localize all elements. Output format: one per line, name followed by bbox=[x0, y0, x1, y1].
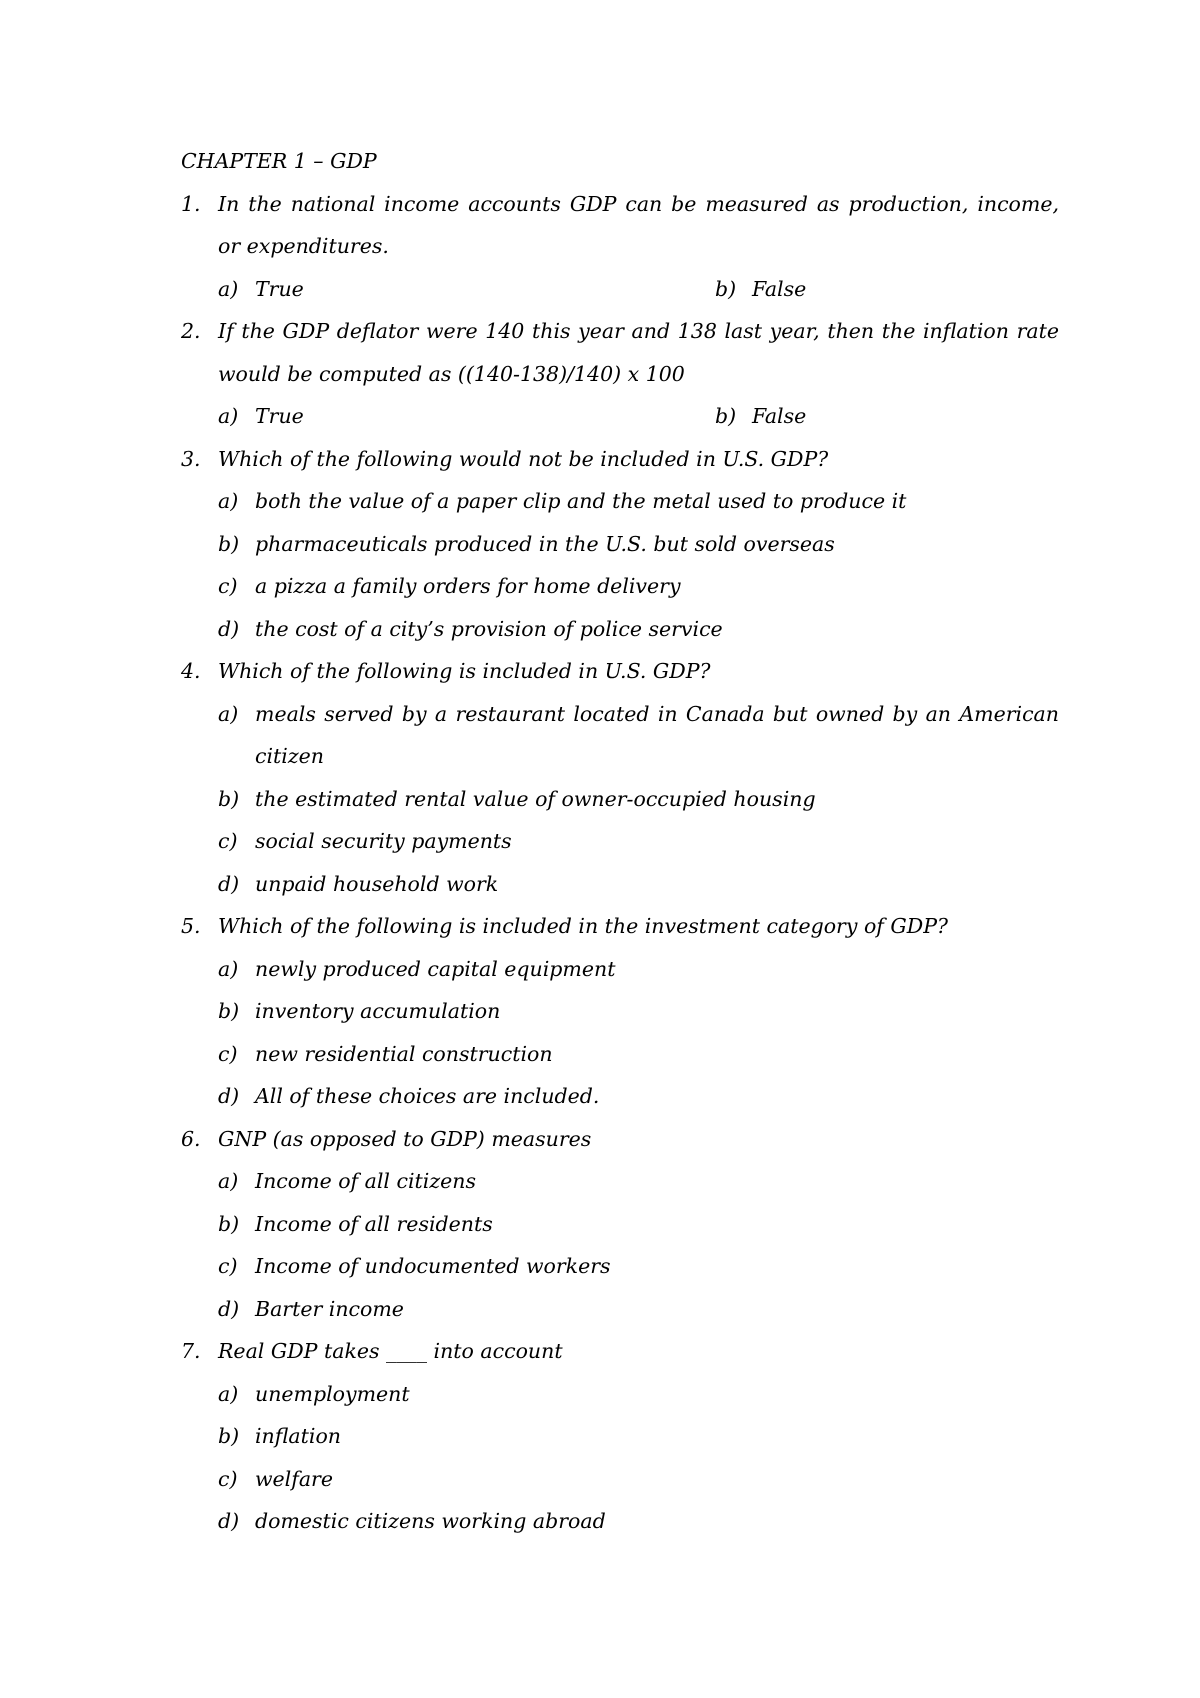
option-text: meals served by a restaurant located in Canada but owned by an American citizen bbox=[255, 701, 1059, 768]
option-list bbox=[218, 1160, 1059, 1330]
option-b bbox=[218, 990, 1059, 1033]
option-d bbox=[218, 863, 1059, 906]
question-number: 7. bbox=[181, 1339, 201, 1363]
option-text: Income of all residents bbox=[255, 1211, 493, 1236]
option-text: unpaid household work bbox=[255, 871, 499, 896]
question-6 bbox=[181, 1118, 1059, 1331]
option-text: social security payments bbox=[255, 829, 512, 853]
option-letter: b) bbox=[218, 786, 240, 811]
option-d bbox=[218, 1075, 1059, 1118]
option-a bbox=[218, 1373, 1059, 1416]
option-text: domestic citizens working abroad bbox=[255, 1509, 606, 1533]
option-letter: a) bbox=[218, 404, 239, 428]
option-list bbox=[218, 1373, 1059, 1543]
option-letter: d) bbox=[218, 1084, 240, 1108]
option-b bbox=[715, 395, 806, 438]
option-b bbox=[218, 1415, 1059, 1458]
option-a bbox=[218, 395, 715, 438]
option-letter: b) bbox=[218, 531, 240, 556]
option-d bbox=[218, 608, 1059, 651]
question-5 bbox=[181, 905, 1059, 1118]
question-3 bbox=[181, 438, 1059, 651]
option-text: Barter income bbox=[255, 1296, 404, 1321]
option-b bbox=[218, 523, 1059, 566]
question-number: 1. bbox=[181, 191, 201, 216]
option-b bbox=[218, 778, 1059, 821]
option-letter: c) bbox=[218, 574, 238, 598]
option-text: True bbox=[255, 276, 304, 301]
option-letter: a) bbox=[218, 489, 239, 513]
question-text: Which of the following is included in the investment category of GDP? bbox=[218, 914, 948, 938]
option-list bbox=[218, 480, 1059, 650]
option-letter: a) bbox=[218, 701, 239, 726]
option-text: unemployment bbox=[255, 1381, 410, 1406]
option-text: new residential construction bbox=[255, 1041, 553, 1066]
question-text: GNP (as opposed to GDP) measures bbox=[218, 1126, 592, 1151]
option-text: newly produced capital equipment bbox=[255, 956, 616, 981]
option-text: both the value of a paper clip and the metal used to produce it bbox=[255, 489, 907, 513]
option-letter: a) bbox=[218, 276, 239, 301]
option-text: pharmaceuticals produced in the U.S. but sold overseas bbox=[255, 531, 835, 556]
option-text: welfare bbox=[255, 1466, 333, 1491]
option-c bbox=[218, 565, 1059, 608]
question-4 bbox=[181, 650, 1059, 905]
option-letter: a) bbox=[218, 1381, 239, 1406]
question-1 bbox=[181, 183, 1059, 311]
option-b bbox=[218, 1203, 1059, 1246]
option-c bbox=[218, 1033, 1059, 1076]
question-text: Real GDP takes ____ into account bbox=[218, 1339, 563, 1363]
option-letter: a) bbox=[218, 956, 239, 981]
question-number: 6. bbox=[181, 1126, 201, 1151]
option-letter: c) bbox=[218, 829, 238, 853]
option-text: True bbox=[255, 404, 304, 428]
option-a bbox=[218, 268, 715, 311]
option-letter: c) bbox=[218, 1041, 238, 1066]
option-text: False bbox=[752, 276, 807, 301]
option-c bbox=[218, 1245, 1059, 1288]
question-text: If the GDP deflator were 140 this year and 138 last year, then the inflation rate would be computed as ((140-138)/140) x 100 bbox=[218, 319, 1059, 386]
option-letter: b) bbox=[715, 276, 737, 301]
option-d bbox=[218, 1288, 1059, 1331]
question-text: Which of the following is included in U.S. GDP? bbox=[218, 659, 711, 683]
option-a bbox=[218, 948, 1059, 991]
option-letter: a) bbox=[218, 1169, 239, 1193]
option-text: the estimated rental value of owner-occupied housing bbox=[255, 786, 816, 811]
option-letter: d) bbox=[218, 1296, 240, 1321]
option-text: All of these choices are included. bbox=[255, 1084, 600, 1108]
option-text: False bbox=[752, 404, 807, 428]
option-letter: b) bbox=[218, 999, 240, 1023]
option-text: inflation bbox=[255, 1424, 341, 1448]
question-number: 2. bbox=[181, 319, 201, 343]
option-letter: b) bbox=[218, 1424, 240, 1448]
question-text: Which of the following would not be included in U.S. GDP? bbox=[218, 446, 829, 471]
option-letter: b) bbox=[715, 404, 737, 428]
option-a bbox=[218, 693, 1059, 778]
option-text: Income of undocumented workers bbox=[255, 1254, 611, 1278]
option-list bbox=[218, 948, 1059, 1118]
option-c bbox=[218, 820, 1059, 863]
option-c bbox=[218, 1458, 1059, 1501]
option-list bbox=[218, 395, 1059, 438]
question-number: 4. bbox=[181, 659, 201, 683]
option-b bbox=[715, 268, 806, 311]
question-2 bbox=[181, 310, 1059, 438]
option-letter: b) bbox=[218, 1211, 240, 1236]
option-a bbox=[218, 480, 1059, 523]
option-list bbox=[218, 693, 1059, 906]
question-text: In the national income accounts GDP can be measured as production, income, or expenditures. bbox=[218, 191, 1059, 258]
option-letter: d) bbox=[218, 616, 240, 641]
option-text: a pizza a family orders for home delivery bbox=[255, 574, 681, 598]
question-number: 5. bbox=[181, 914, 201, 938]
option-letter: c) bbox=[218, 1254, 238, 1278]
question-7 bbox=[181, 1330, 1059, 1543]
option-text: inventory accumulation bbox=[255, 999, 501, 1023]
option-list bbox=[218, 268, 1059, 311]
option-text: the cost of a city’s provision of police service bbox=[255, 616, 723, 641]
option-a bbox=[218, 1160, 1059, 1203]
option-letter: d) bbox=[218, 871, 240, 896]
option-letter: c) bbox=[218, 1466, 238, 1491]
option-d bbox=[218, 1500, 1059, 1543]
chapter-title: CHAPTER 1 – GDP bbox=[181, 149, 377, 173]
question-number: 3. bbox=[181, 446, 201, 471]
option-letter: d) bbox=[218, 1509, 240, 1533]
option-text: Income of all citizens bbox=[255, 1169, 476, 1193]
quiz-content bbox=[181, 140, 1059, 1543]
